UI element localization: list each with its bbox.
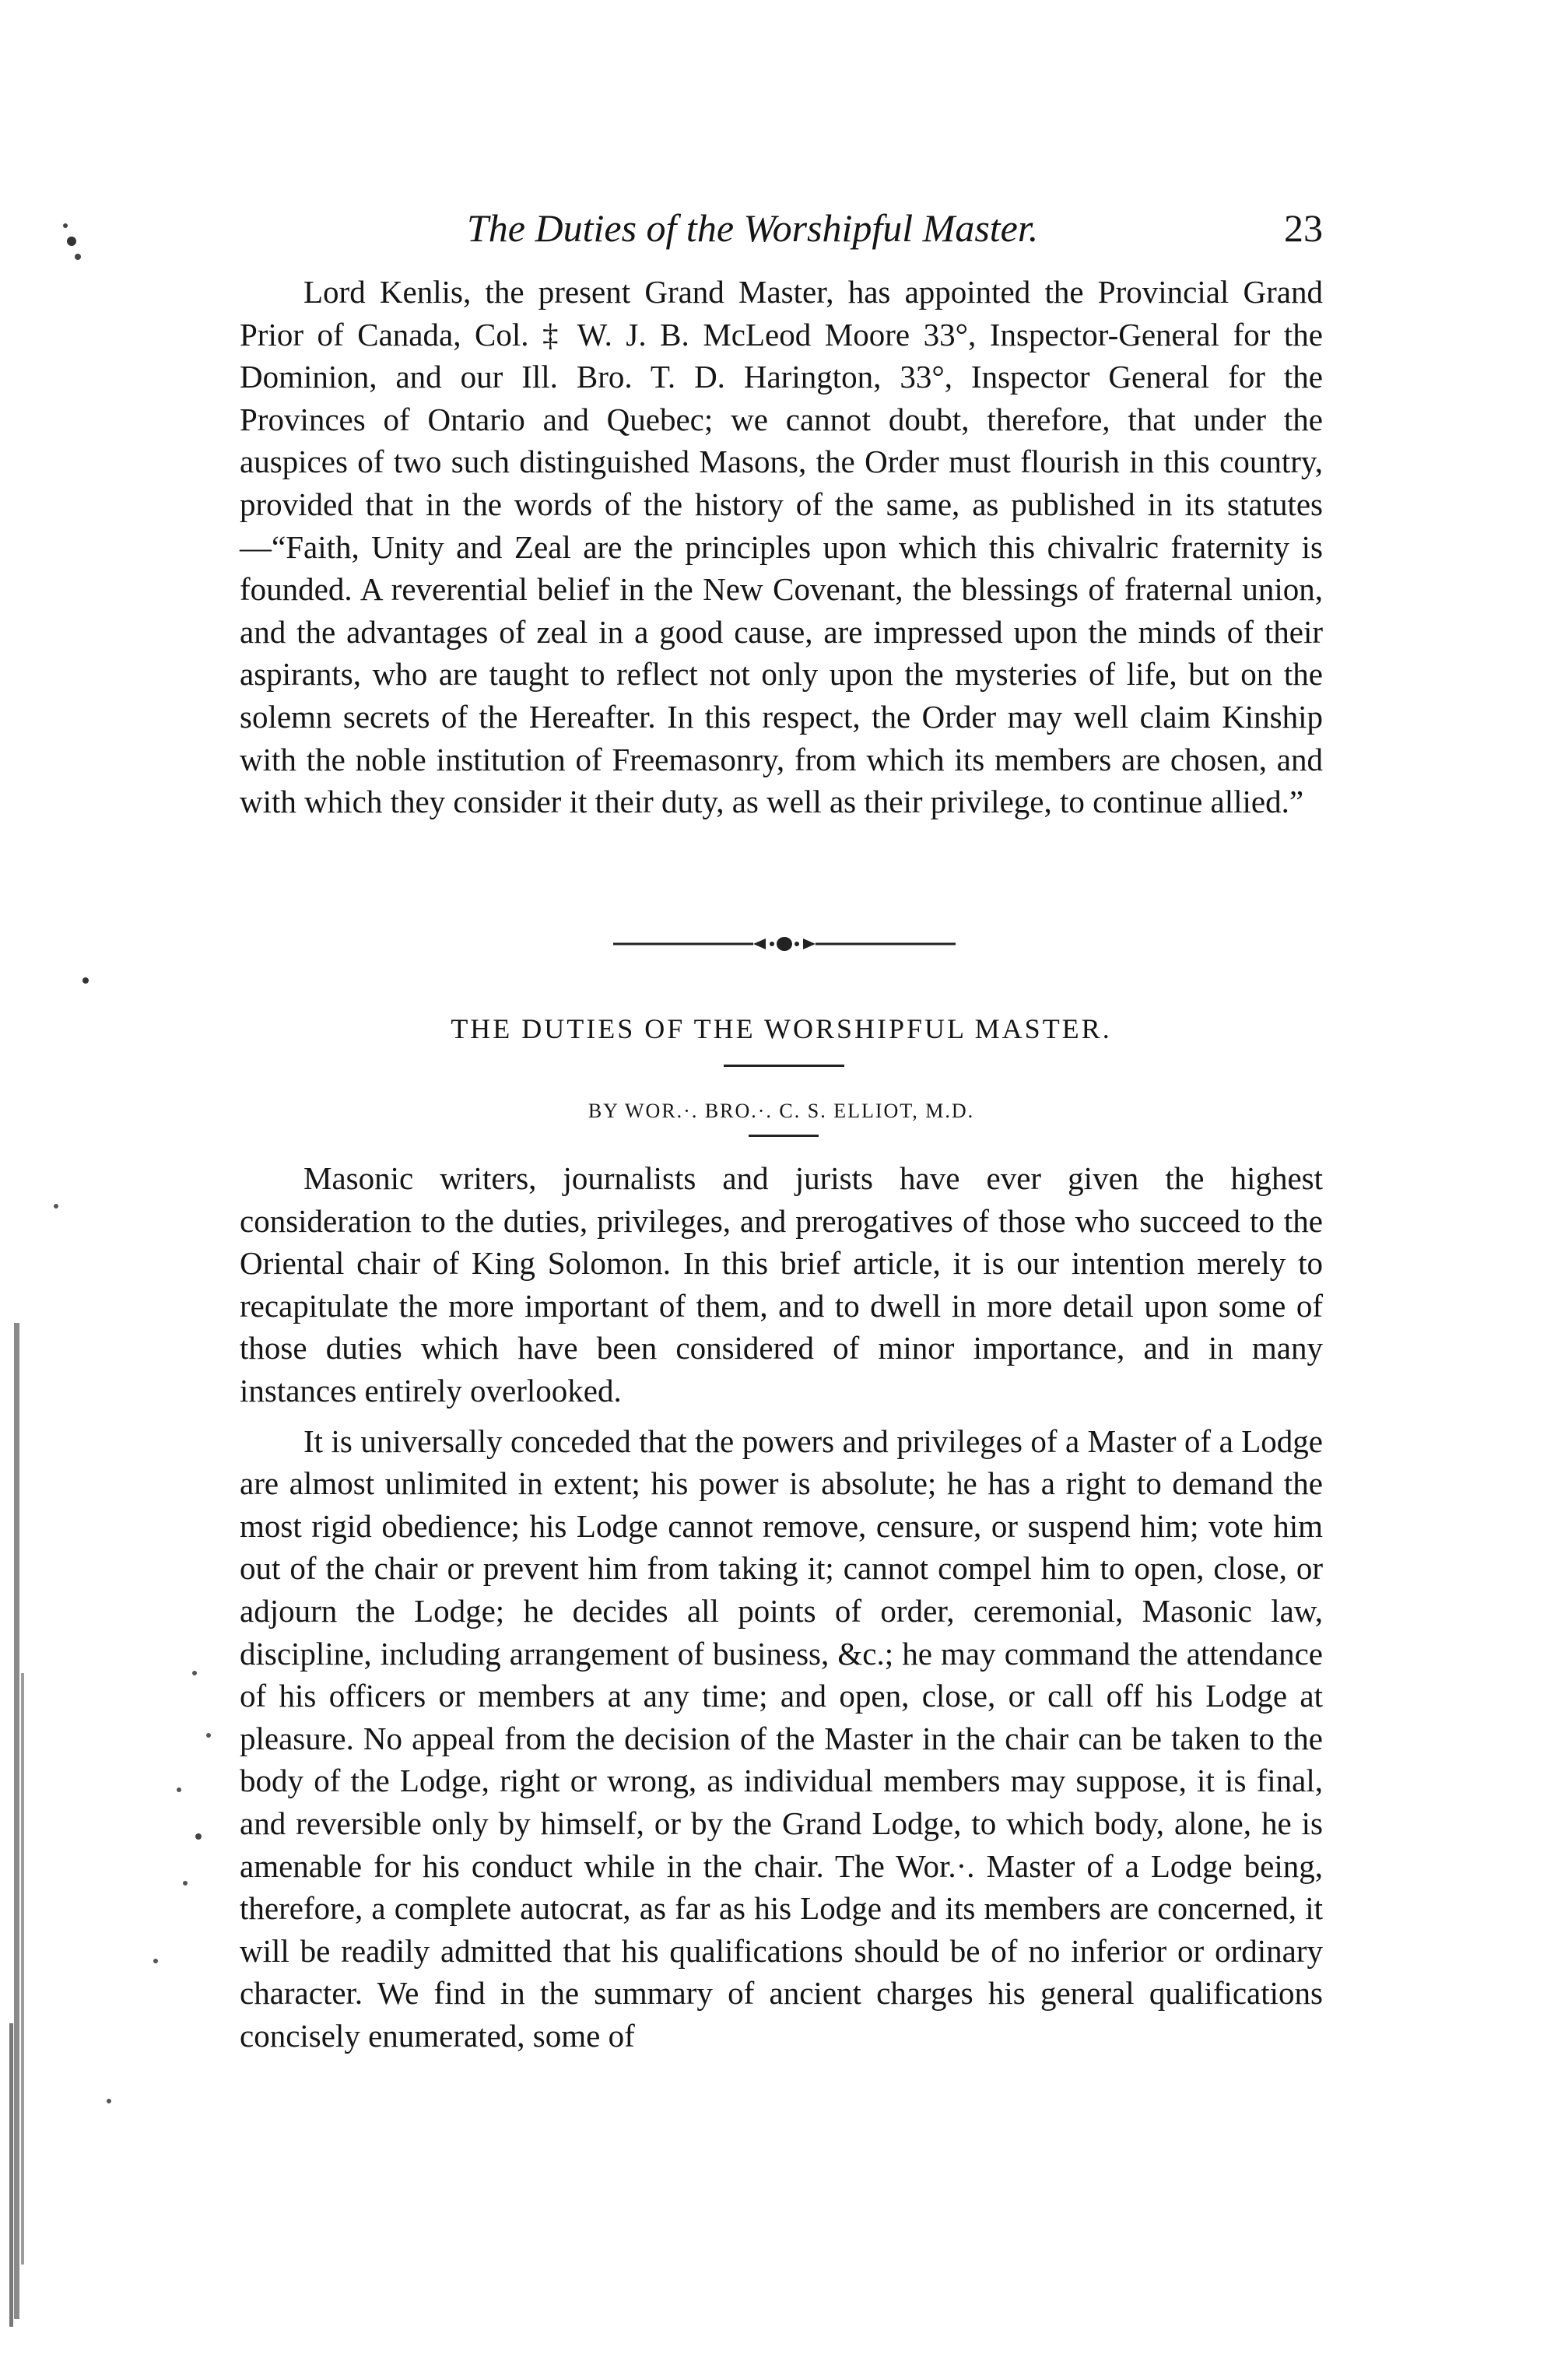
article-byline: BY WOR.·. BRO.·. C. S. ELLIOT, M.D.	[588, 1100, 975, 1122]
scan-edge-artifacts	[0, 0, 249, 2368]
ornament-separator	[613, 934, 956, 954]
article-body	[240, 1157, 1323, 2057]
running-title: The Duties of the Worshipful Master.	[467, 206, 1039, 250]
article-title: THE DUTIES OF THE WORSHIPFUL MASTER.	[451, 1013, 1112, 1044]
article-paragraph: Masonic writers, journalists and jurists have ever given the highest consideration to the duties, privileges, and prerogatives of those who succeed to the Oriental chair of King Solomon. In this brief article, it is our intention merely to recapitulate the more important of them, and to dwell in more detail upon some of those duties which have been considered of minor importance, and in many instances entirely overlooked.	[240, 1160, 1323, 1409]
intro-text-block	[240, 271, 1323, 823]
running-header	[467, 201, 1323, 255]
byline-rule	[749, 1135, 819, 1137]
title-rule	[724, 1065, 844, 1067]
intro-paragraph: Lord Kenlis, the present Grand Master, has appointed the Provincial Grand Prior of Canada, Col. ‡ W. J. B. McLeod Moore 33°, Inspector-General for the Dominion, and our Ill. Bro. T. D. Harington, 33°, Inspector General for the Provinces of Ontario and Quebec; we cannot doubt, therefore, that under the auspices of two such distinguished Masons, the Order must flourish in this country, provided that in the words of the history of the same, as published in its statutes—“Faith, Unity and Zeal are the principles upon which this chivalric fraternity is founded. A reverential belief in the New Covenant, the blessings of fraternal union, and the advantages of zeal in a good cause, are impressed upon the minds of their aspirants, who are taught to reflect not only upon the mysteries of life, but on the solemn secrets of the Hereafter. In this respect, the Order may well claim Kinship with the noble institution of Freemasonry, from which its members are chosen, and with which they consider it their duty, as well as their privilege, to continue allied.”	[240, 274, 1323, 820]
article-paragraph: It is universally conceded that the powers and privileges of a Master of a Lodge are almost unlimited in extent; his power is absolute; he has a right to demand the most rigid obedience; his Lodge cannot remove, censure, or suspend him; vote him out of the chair or prevent him from taking it; cannot compel him to open, close, or adjourn the Lodge; he decides all points of order, ceremonial, Masonic law, discipline, including arrangement of business, &c.; he may command the attendance of his officers or members at any time; and open, close, or call off his Lodge at pleasure. No appeal from the decision of the Master in the chair can be taken to the body of the Lodge, right or wrong, as individual members may suppose, it is final, and reversible only by himself, or by the Grand Lodge, to which body, alone, he is amenable for his conduct while in the chair. The Wor.·. Master of a Lodge being, therefore, a complete autocrat, as far as his Lodge and its members are concerned, it will be readily admitted that his qualifications should be of no inferior or ordinary character. We find in the summary of ancient charges his general qualifications concisely enumerated, some of	[240, 1423, 1323, 2054]
page-number: 23	[1284, 206, 1323, 250]
